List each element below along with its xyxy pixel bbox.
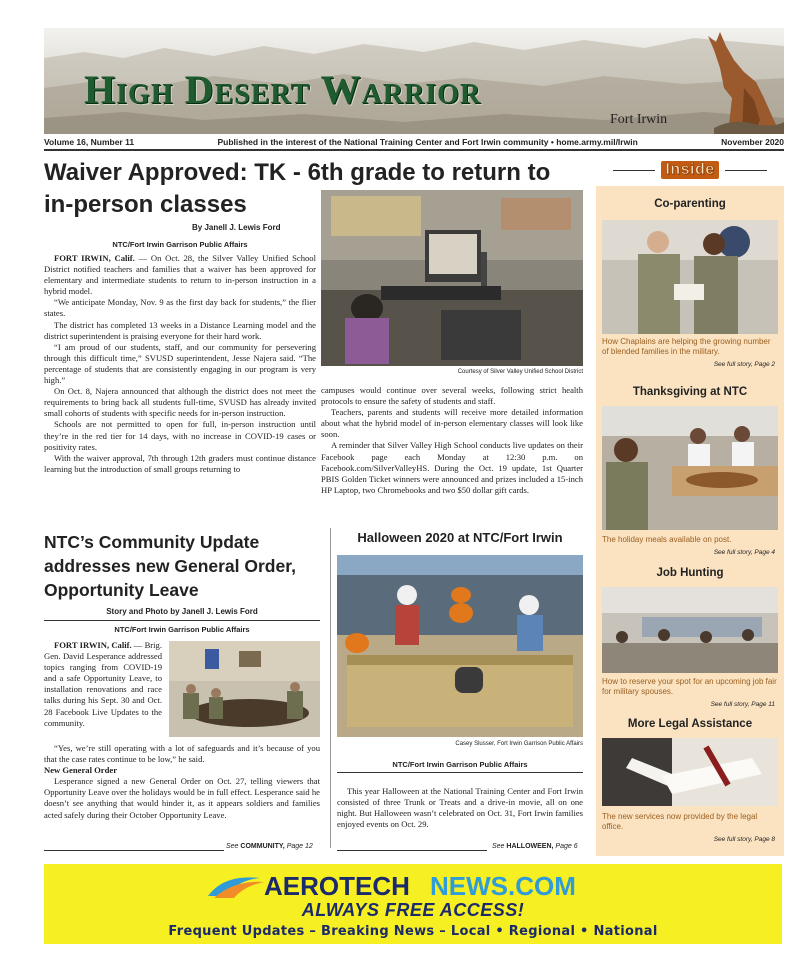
halloween-see-more[interactable]: See HALLOWEEN, Page 6 [492,843,578,850]
community-see-rule [44,850,224,851]
sidebar-item-desc: How Chaplains are helping the growing number of blended families in the military. [602,337,771,356]
aerotech-ad[interactable] [44,864,782,944]
lead-p4: “I am proud of our students, staff, and our community for persevering through this difficult time,” SVUSD superintendent, Jesse Najera said. “The percentage of students that are consistently engaging in our program is very high.” [44,341,316,386]
legal-assistance-photo [602,738,778,806]
halloween-p1: This year Halloween at the National Training Center and Fort Irwin consisted of three Trunk or Treats and a drive-in movie, all on one night. But Halloween wasn’t celebrated on Oct. 31, Fort Irwin families enjoyed events on Oct. 29. [337,786,583,830]
masthead [44,28,784,134]
sidebar-item-link[interactable]: See full story, Page 4 [713,549,775,556]
community-headline: NTC’s Community Update addresses new General Order, Opportunity Leave [44,532,296,600]
publication-statement: Published in the interest of the National Training Center and Fort Irwin community • home.army.mil/Irwin [217,137,638,147]
community-p1: — Brig. Gen. David Lesperance addressed topics ranging from COVID-19 and a safe Opportunity Leave, to installation renovations and race talks during his Sept. 30 and Oct. 28 Facebook Live Updates to the community. [44,640,162,728]
halloween-body [337,786,583,830]
issue-info-bar [44,135,784,151]
lead-dateline: FORT IRWIN, Calif. [54,253,135,263]
inside-line-left [613,170,655,171]
lead-p5: On Oct. 8, Najera announced that although the district does not meet the requirements to bring back all students full-time, SVUSD has already invited small cohorts of students with specific needs for in-person instruction. [44,386,316,419]
sidebar-item-link[interactable]: See full story, Page 2 [713,361,775,368]
lead-p9: Teachers, parents and students will receive more detailed information about what the hybrid model of in-person elementary classes will look like soon. [321,407,583,440]
lead-body-col2 [321,385,583,496]
thanksgiving-photo [602,406,778,530]
lead-p3: The district has completed 13 weeks in a Distance Learning model and the district superintendent is praising everyone for their hard work. [44,319,316,341]
sidebar-item-title[interactable]: More Legal Assistance [627,718,753,730]
classroom-photo-credit: Courtesy of Silver Valley Unified School District [457,369,583,375]
community-body-narrow [44,640,162,729]
halloween-photo-credit: Casey Slusser, Fort Irwin Garrison Public Affairs [455,741,583,747]
masthead-subtitle: Fort Irwin [610,112,668,127]
ad-tagline: ALWAYS FREE ACCESS! [301,900,525,920]
lead-p7: With the waiver approval, 7th through 12th graders must continue distance learning but the introduction of small groups returning to [44,452,316,474]
sidebar-item-title[interactable]: Thanksgiving at NTC [632,386,748,398]
community-rule [44,620,320,621]
community-dateline: FORT IRWIN, Calif. [54,640,132,650]
sidebar-item-title[interactable]: Co-parenting [654,198,726,210]
lead-p8: campuses would continue over several weeks, following strict health protocols to ensure the safety of students and staff. [321,385,583,407]
lead-body-col1 [44,253,316,475]
lead-headline: Waiver Approved: TK - 6th grade to return to in-person classes [44,159,551,218]
community-p3: Lesperance signed a new General Order on Oct. 27, telling viewers that Opportunity Leave over the holidays would be in full effect. Lesperance said he doesn’t see anything that would hinder it, as it appears soldiers and families acted safely during their October Opportunity Leave. [44,776,320,820]
community-p2: “Yes, we’re still operating with a lot of safeguards and it’s because of you that the case rates continue to be low,” he said. [44,743,320,765]
column-divider [330,528,331,848]
volume-number: Volume 16, Number 11 [44,137,135,147]
sidebar-item-link[interactable]: See full story, Page 8 [713,836,775,843]
coparenting-photo [602,220,778,334]
sidebar-item-title[interactable]: Job Hunting [656,567,724,579]
halloween-org: NTC/Fort Irwin Garrison Public Affairs [392,760,528,769]
sidebar-item-desc: The new services now provided by the legal office. [602,812,758,831]
lead-byline: By Janell J. Lewis Ford [192,223,281,232]
halloween-photo [337,555,583,737]
lead-p1: — On Oct. 28, the Silver Valley Unified School District notified teachers and families that a waiver has been approved for elementary and intermediate students to return to in-person instruction in a hybrid model. [44,253,316,297]
logo-part2: NEWS.COM [430,871,576,900]
inside-label: Inside [661,161,718,179]
community-see-more[interactable]: See COMMUNITY, Page 12 [226,843,313,850]
sidebar-item-desc: How to reserve your spot for an upcoming job fair for military spouses. [602,677,777,696]
halloween-rule [337,772,583,773]
inside-line-right [725,170,767,171]
classroom-photo [321,190,583,366]
sidebar-item-desc: The holiday meals available on post. [602,535,732,544]
community-photo [169,641,320,737]
lead-org: NTC/Fort Irwin Garrison Public Affairs [112,240,248,249]
sidebar-item-link[interactable]: See full story, Page 11 [710,701,775,708]
issue-date: November 2020 [721,137,784,147]
inside-header [596,158,784,182]
job-hunting-photo [602,587,778,673]
community-org: NTC/Fort Irwin Garrison Public Affairs [114,625,250,634]
community-body-wide [44,743,320,821]
community-subhead: New General Order [44,765,118,776]
aerotech-logo [204,870,624,900]
lead-p2: “We anticipate Monday, Nov. 9 as the first day back for students,” the flier states. [44,297,316,319]
halloween-headline: Halloween 2020 at NTC/Fort Irwin [357,530,563,545]
logo-part1: AEROTECH [264,871,410,900]
masthead-title: High Desert Warrior [84,67,482,112]
community-byline: Story and Photo by Janell J. Lewis Ford [106,607,258,616]
lead-p6: Schools are not permitted to open for full, in-person instruction until they’re in the red tier for 14 days, with no increase in COVID-19 cases or positivity rates. [44,419,316,452]
halloween-see-rule [337,850,487,851]
lead-p10: A reminder that Silver Valley High School conducts live updates on their Facebook page each Monday at 12:30 p.m. on Facebook.com/SilverValleyHS. During the Oct. 19 update, 1st Quarter PBIS Golden Ticket winners were announced and prizes included a 15-inch HP Laptop, two Chromebooks and two $50 dollar gift cards. [321,440,583,495]
coyote-statue-image [694,28,784,134]
ad-features-line: Frequent Updates – Breaking News – Local • Regional • National [168,924,658,939]
